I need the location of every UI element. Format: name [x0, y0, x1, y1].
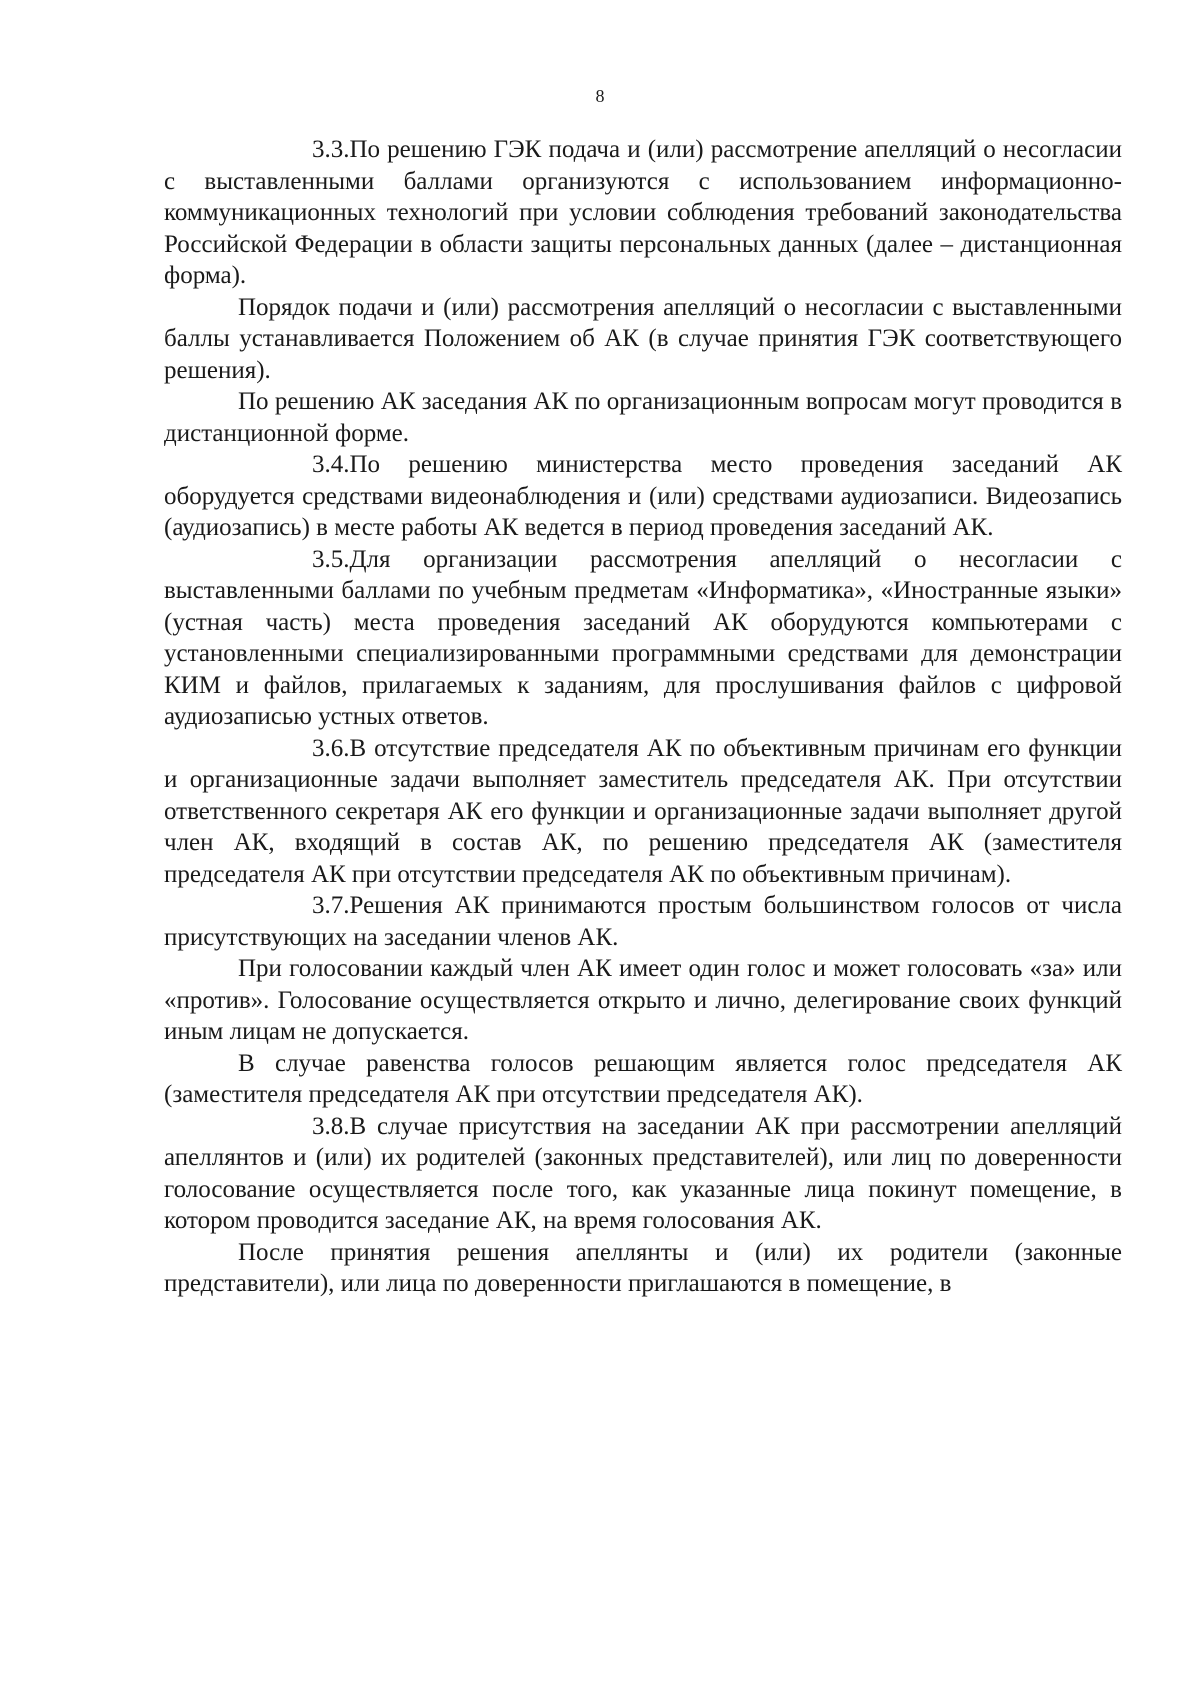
paragraph-text: В случае присутствия на заседании АК при рассмотрении апелляций апеллянтов и (или) их родителей (законных представителей), или лиц по доверенности голосование осуществляется после того, как указанные лица покинут помещение, в котором проводится заседание АК, на время голосования АК.	[164, 1112, 1122, 1234]
paragraph-3-7	[164, 890, 1122, 953]
paragraph-3-4	[164, 449, 1122, 544]
paragraph-text: По решению ГЭК подача и (или) рассмотрение апелляций о несогласии с выставленными баллами организуются с использованием информационно-коммуникационных технологий при условии соблюдения требований законодательства Российской Федерации в области защиты персональных данных (далее – дистанционная форма).	[164, 136, 1122, 289]
paragraph-number: 3.8.	[312, 1112, 350, 1140]
paragraph-3-3-remote-meetings	[164, 386, 1122, 449]
paragraph-text: После принятия решения апеллянты и (или) их родители (законные представители), или лица по доверенности приглашаются в помещение, в	[164, 1238, 1122, 1297]
paragraph-3-3-procedure	[164, 292, 1122, 387]
paragraph-3-6	[164, 733, 1122, 891]
paragraph-text: Порядок подачи и (или) рассмотрения апелляций о несогласии с выставленными баллы устанавливается Положением об АК (в случае принятия ГЭК соответствующего решения).	[164, 293, 1122, 384]
paragraph-number: 3.7.	[312, 892, 350, 919]
paragraph-number: 3.5.	[312, 545, 350, 573]
paragraph-text: В отсутствие председателя АК по объективным причинам его функции и организационные задачи выполняет заместитель председателя АК. При отсутствии ответственного секретаря АК его функции и организационные задачи выполняет другой член АК, входящий в состав АК, по решению председателя АК (заместителя председателя АК при отсутствии председателя АК по объективным причинам).	[164, 734, 1122, 888]
paragraph-text: По решению АК заседания АК по организационным вопросам могут проводится в дистанционной форме.	[164, 388, 1122, 447]
paragraph-3-3	[164, 134, 1122, 292]
paragraph-3-5	[164, 544, 1122, 733]
paragraph-text: Решения АК принимаются простым большинством голосов от числа присутствующих на заседании членов АК.	[164, 892, 1122, 951]
paragraph-3-7-tie	[164, 1048, 1122, 1111]
paragraph-text: По решению министерства место проведения заседаний АК оборудуется средствами видеонаблюдения и (или) средствами аудиозаписи. Видеозапись (аудиозапись) в месте работы АК ведется в период проведения заседаний АК.	[164, 451, 1122, 541]
paragraph-text: Для организации рассмотрения апелляций о несогласии с выставленными баллами по учебным предметам «Информатика», «Иностранные языки» (устная часть) места проведения заседаний АК оборудуются компьютерами с установленными специализированными программными средствами для демонстрации КИМ и файлов, прилагаемых к заданиям, для прослушивания файлов с цифровой аудиозаписью устных ответов.	[164, 545, 1122, 730]
paragraph-3-8	[164, 1111, 1122, 1237]
paragraph-number: 3.6.	[312, 734, 350, 762]
paragraph-3-7-voting	[164, 953, 1122, 1048]
paragraph-number: 3.3.	[312, 136, 350, 163]
paragraph-text: В случае равенства голосов решающим является голос председателя АК (заместителя председателя АК при отсутствии председателя АК).	[164, 1049, 1122, 1108]
paragraph-3-8-after-decision	[164, 1237, 1122, 1300]
document-body	[164, 134, 1122, 1300]
paragraph-number: 3.4.	[312, 451, 350, 478]
paragraph-text: При голосовании каждый член АК имеет один голос и может голосовать «за» или «против». Голосование осуществляется открыто и лично, делегирование своих функций иным лицам не допускается.	[164, 955, 1122, 1045]
page-number: 8	[595, 86, 605, 106]
